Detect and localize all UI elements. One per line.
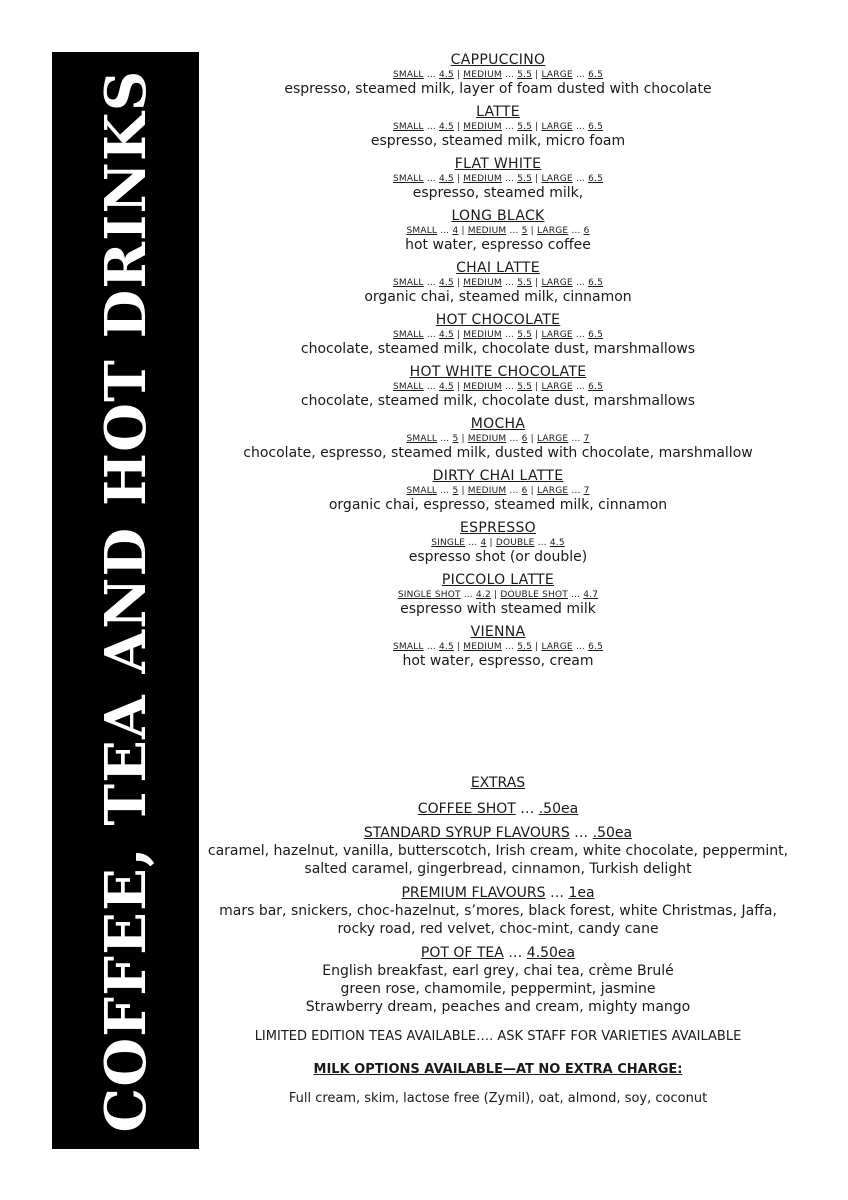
size-label: MEDIUM (467, 434, 507, 444)
item-name: VIENNA (470, 624, 526, 640)
size-price: 5.5 (517, 382, 533, 392)
size-label: SMALL (392, 330, 424, 340)
extra-label: STANDARD SYRUP FLAVOURS (363, 825, 570, 841)
menu-item (200, 156, 796, 202)
size-label: SMALL (406, 226, 438, 236)
size-price: 6 (583, 226, 590, 236)
extra-label: POT OF TEA (420, 945, 504, 961)
size-label: LARGE (541, 330, 573, 340)
item-description: espresso, steamed milk, (412, 185, 584, 201)
size-separator: | (458, 226, 468, 236)
size-separator: | (453, 278, 464, 288)
size-price: 4 (480, 538, 487, 548)
size-separator: | (453, 382, 464, 392)
item-sizes: SMALL … 4.5 | MEDIUM … 5.5 | LARGE … 6.5 (392, 382, 604, 392)
menu-item (200, 572, 796, 618)
item-description: chocolate, steamed milk, chocolate dust, marshmallows (300, 393, 696, 409)
item-sizes: SMALL … 4.5 | MEDIUM … 5.5 | LARGE … 6.5 (392, 70, 604, 80)
size-label: MEDIUM (463, 330, 502, 340)
menu-item (200, 52, 796, 98)
extra-price: .50ea (592, 825, 633, 841)
size-price: 4.5 (549, 538, 565, 548)
size-label: LARGE (536, 486, 569, 496)
menu-item (200, 208, 796, 254)
size-separator: | (527, 434, 537, 444)
menu-item (200, 624, 796, 670)
size-label: SMALL (392, 382, 424, 392)
item-sizes: SMALL … 4 | MEDIUM … 5 | LARGE … 6 (406, 226, 590, 236)
limited-edition-note: LIMITED EDITION TEAS AVAILABLE…. ASK STAFF FOR VARIETIES AVAILABLE (254, 1029, 742, 1044)
size-separator: | (453, 70, 464, 80)
menu-item (200, 416, 796, 462)
size-price: 7 (583, 486, 590, 496)
size-price: 6.5 (588, 382, 604, 392)
extra-premium: PREMIUM FLAVOURS … 1ea mars bar, snickers, choc-hazelnut, s’mores, black forest, white Christmas, Jaffa, rocky road, red velvet, choc-mint, candy cane (200, 884, 796, 938)
size-price: 5.5 (517, 174, 533, 184)
size-label: MEDIUM (463, 278, 502, 288)
size-label: LARGE (541, 174, 573, 184)
size-price: 4 (452, 226, 459, 236)
size-price: 4.7 (583, 590, 599, 600)
size-label: LARGE (541, 382, 573, 392)
size-label: SMALL (392, 70, 424, 80)
item-sizes: SMALL … 4.5 | MEDIUM … 5.5 | LARGE … 6.5 (392, 122, 604, 132)
drinks-list (200, 52, 796, 676)
size-separator: | (453, 174, 464, 184)
size-separator: | (453, 642, 464, 652)
size-label: MEDIUM (463, 174, 502, 184)
extra-option-line: salted caramel, gingerbread, cinnamon, Turkish delight (304, 861, 692, 877)
size-price: 6.5 (588, 70, 604, 80)
size-label: MEDIUM (463, 642, 502, 652)
item-description: espresso, steamed milk, layer of foam dusted with chocolate (284, 81, 712, 97)
size-price: 6 (521, 434, 528, 444)
milk-options-heading: MILK OPTIONS AVAILABLE—AT NO EXTRA CHARGE: (313, 1062, 683, 1077)
item-description: espresso with steamed milk (400, 601, 596, 617)
size-price: 6.5 (588, 174, 604, 184)
size-label: SMALL (406, 486, 438, 496)
size-label: MEDIUM (463, 382, 502, 392)
item-name: ESPRESSO (460, 520, 536, 536)
size-separator: | (532, 70, 542, 80)
size-separator: | (532, 330, 542, 340)
menu-item (200, 468, 796, 514)
item-sizes: SMALL … 5 | MEDIUM … 6 | LARGE … 7 (406, 486, 590, 496)
item-description: organic chai, steamed milk, cinnamon (364, 289, 632, 305)
extra-label: COFFEE SHOT (417, 801, 516, 817)
size-price: 5 (452, 486, 459, 496)
size-label: SMALL (392, 278, 424, 288)
size-label: SMALL (392, 642, 424, 652)
item-description: espresso shot (or double) (408, 549, 588, 565)
size-label: MEDIUM (467, 226, 507, 236)
item-sizes: SINGLE SHOT … 4.2 | DOUBLE SHOT … 4.7 (397, 590, 599, 600)
size-price: 5.5 (517, 122, 533, 132)
menu-item (200, 260, 796, 306)
side-banner (52, 52, 199, 1149)
size-separator: | (532, 642, 542, 652)
item-name: HOT CHOCOLATE (435, 312, 561, 328)
size-label: SMALL (392, 122, 424, 132)
size-label: SINGLE SHOT (397, 590, 461, 600)
size-price: 4.2 (476, 590, 491, 600)
menu-item (200, 312, 796, 358)
extra-pot-of-tea: POT OF TEA … 4.50ea English breakfast, earl grey, chai tea, crème Brulé green rose, chamomile, peppermint, jasmine Strawberry dream, peaches and cream, mighty mango (200, 944, 796, 1016)
extra-option-line: green rose, chamomile, peppermint, jasmine (340, 981, 656, 997)
size-label: LARGE (541, 70, 573, 80)
item-name: HOT WHITE CHOCOLATE (409, 364, 587, 380)
size-price: 6.5 (588, 330, 604, 340)
size-price: 4.5 (438, 122, 454, 132)
item-name: LATTE (476, 104, 520, 120)
size-label: LARGE (536, 434, 569, 444)
item-description: chocolate, steamed milk, chocolate dust, marshmallows (300, 341, 696, 357)
extra-option-line: rocky road, red velvet, choc-mint, candy cane (337, 921, 659, 937)
extra-price: 1ea (568, 885, 595, 901)
size-price: 7 (583, 434, 590, 444)
item-name: DIRTY CHAI LATTE (432, 468, 564, 484)
extra-option-line: English breakfast, earl grey, chai tea, crème Brulé (322, 963, 674, 979)
size-separator: | (458, 486, 468, 496)
size-separator: | (532, 174, 542, 184)
extra-price: .50ea (538, 801, 579, 817)
milk-options-list: Full cream, skim, lactose free (Zymil), oat, almond, soy, coconut (288, 1091, 708, 1106)
size-label: MEDIUM (463, 122, 502, 132)
size-separator: | (532, 122, 542, 132)
size-label: DOUBLE SHOT (500, 590, 568, 600)
size-separator: | (453, 330, 464, 340)
item-name: PICCOLO LATTE (441, 572, 555, 588)
item-description: hot water, espresso, cream (402, 653, 594, 669)
size-label: SMALL (392, 174, 424, 184)
menu-title: COFFEE, TEA AND HOT DRINKS (92, 69, 159, 1132)
size-label: DOUBLE (495, 538, 535, 548)
size-price: 6.5 (588, 642, 604, 652)
size-price: 5.5 (517, 70, 533, 80)
size-separator: | (490, 590, 501, 600)
size-price: 4.5 (438, 174, 454, 184)
size-label: SMALL (406, 434, 438, 444)
size-label: LARGE (541, 642, 573, 652)
size-label: MEDIUM (467, 486, 507, 496)
menu-item (200, 104, 796, 150)
item-description: chocolate, espresso, steamed milk, dusted with chocolate, marshmallow (243, 445, 753, 461)
size-price: 6.5 (588, 122, 604, 132)
extras-section (200, 774, 796, 1107)
size-price: 5.5 (517, 278, 533, 288)
item-sizes: SMALL … 4.5 | MEDIUM … 5.5 | LARGE … 6.5 (392, 174, 604, 184)
extra-option-line: caramel, hazelnut, vanilla, butterscotch, Irish cream, white chocolate, peppermint, (207, 843, 789, 859)
item-name: CHAI LATTE (456, 260, 540, 276)
size-price: 5 (521, 226, 528, 236)
extra-standard-syrup: STANDARD SYRUP FLAVOURS … .50ea caramel, hazelnut, vanilla, butterscotch, Irish cream, white chocolate, peppermint, salted caramel, gingerbread, cinnamon, Turkish delight (200, 824, 796, 878)
size-price: 4.5 (438, 330, 454, 340)
extra-option-line: mars bar, snickers, choc-hazelnut, s’mores, black forest, white Christmas, Jaffa, (219, 903, 777, 919)
size-price: 4.5 (438, 278, 454, 288)
item-sizes: SINGLE … 4 | DOUBLE … 4.5 (431, 538, 565, 548)
item-description: hot water, espresso coffee (405, 237, 591, 253)
item-description: espresso, steamed milk, micro foam (370, 133, 626, 149)
size-price: 4.5 (438, 382, 454, 392)
size-label: MEDIUM (463, 70, 502, 80)
size-price: 5.5 (517, 330, 533, 340)
size-separator: | (527, 486, 537, 496)
extra-option-line: Strawberry dream, peaches and cream, mighty mango (305, 999, 691, 1015)
item-sizes: SMALL … 4.5 | MEDIUM … 5.5 | LARGE … 6.5 (392, 330, 604, 340)
item-name: MOCHA (470, 416, 526, 432)
item-name: CAPPUCCINO (450, 52, 546, 68)
size-price: 6.5 (588, 278, 604, 288)
size-separator: | (532, 382, 542, 392)
item-sizes: SMALL … 4.5 | MEDIUM … 5.5 | LARGE … 6.5 (392, 642, 604, 652)
size-label: LARGE (536, 226, 569, 236)
item-name: FLAT WHITE (454, 156, 542, 172)
size-label: LARGE (541, 278, 573, 288)
extra-price: 4.50ea (526, 945, 576, 961)
size-price: 4.5 (438, 70, 454, 80)
item-name: LONG BLACK (451, 208, 545, 224)
extra-label: PREMIUM FLAVOURS (401, 885, 546, 901)
size-price: 5.5 (517, 642, 533, 652)
size-separator: | (532, 278, 542, 288)
size-label: SINGLE (431, 538, 466, 548)
item-sizes: SMALL … 5 | MEDIUM … 6 | LARGE … 7 (406, 434, 590, 444)
size-price: 4.5 (438, 642, 454, 652)
item-sizes: SMALL … 4.5 | MEDIUM … 5.5 | LARGE … 6.5 (392, 278, 604, 288)
size-price: 6 (521, 486, 528, 496)
size-price: 5 (452, 434, 459, 444)
menu-item (200, 520, 796, 566)
item-description: organic chai, espresso, steamed milk, cinnamon (328, 497, 668, 513)
menu-item (200, 364, 796, 410)
size-separator: | (458, 434, 468, 444)
size-separator: | (527, 226, 537, 236)
size-label: LARGE (541, 122, 573, 132)
extras-heading: EXTRAS (470, 775, 526, 791)
size-separator: | (453, 122, 464, 132)
size-separator: | (486, 538, 496, 548)
extra-coffee-shot: COFFEE SHOT … .50ea (417, 801, 579, 817)
